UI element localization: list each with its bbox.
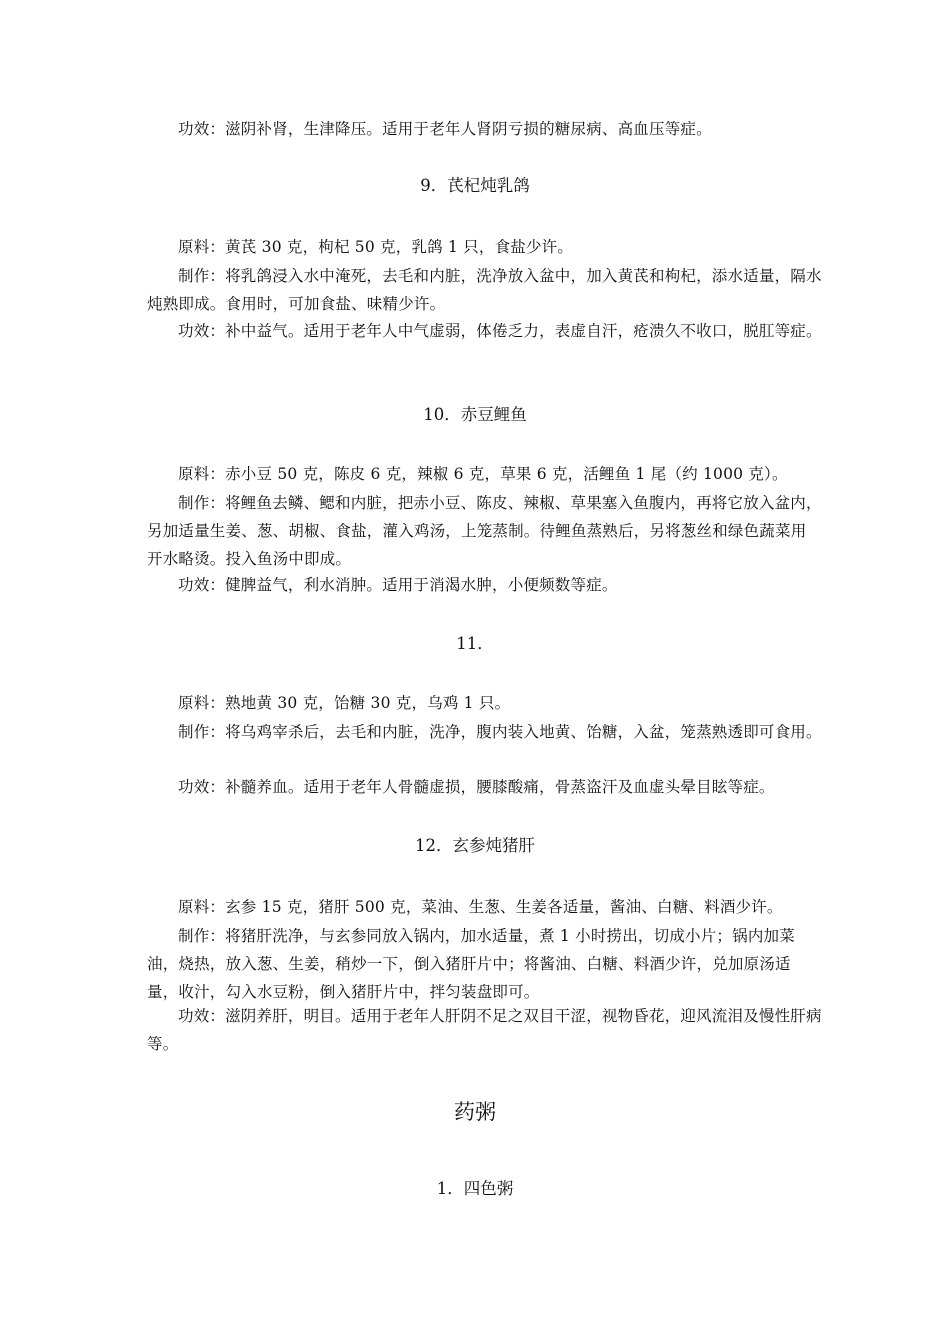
ingredients-paragraph: 原料：赤小豆 50 克，陈皮 6 克，辣椒 6 克，草果 6 克，活鲤鱼 1 尾（约 1000 克）。 (178, 465, 788, 483)
preparation-paragraph: 制作：将乳鸽浸入水中淹死，去毛和内脏，洗净放入盆中，加入黄芪和枸杞，添水适量，隔水炖熟即成。食用时，可加食盐、味精少许。 (147, 267, 822, 313)
ingredients-paragraph: 原料：玄参 15 克，猪肝 500 克，菜油、生葱、生姜各适量，酱油、白糖、料酒少许。 (178, 898, 783, 916)
recipe-heading: 9．芪杞炖乳鸽 (420, 176, 530, 195)
efficacy-paragraph: 功效：滋阴养肝，明目。适用于老年人肝阴不足之双目干涩，视物昏花，迎风流泪及慢性肝病等。 (147, 1007, 822, 1053)
preparation-paragraph: 制作：将乌鸡宰杀后，去毛和内脏，洗净，腹内装入地黄、饴糖，入盆，笼蒸熟透即可食用。 (178, 723, 822, 741)
preparation-paragraph: 制作：将鲤鱼去鳞、鳃和内脏，把赤小豆、陈皮、辣椒、草果塞入鱼腹内，再将它放入盆内，另加适量生姜、葱、胡椒、食盐，灌入鸡汤，上笼蒸制。待鲤鱼蒸熟后，另将葱丝和绿色蔬菜用开水略烫。投入鱼汤中即成。 (147, 494, 822, 568)
recipe-heading: 12．玄参炖猪肝 (415, 836, 535, 855)
ingredients-paragraph: 原料：熟地黄 30 克，饴糖 30 克，乌鸡 1 只。 (178, 694, 511, 712)
efficacy-paragraph: 功效：补中益气。适用于老年人中气虚弱，体倦乏力，表虚自汗，疮溃久不收口，脱肛等症。 (178, 322, 822, 340)
ingredients-paragraph: 原料：黄芪 30 克，枸杞 50 克，乳鸽 1 只，食盐少许。 (178, 238, 574, 256)
efficacy-paragraph: 功效：健脾益气，利水消肿。适用于消渴水肿，小便频数等症。 (178, 576, 618, 594)
recipe-heading: 11． (456, 634, 494, 653)
recipe-heading: 1．四色粥 (436, 1179, 514, 1198)
recipe-heading: 10．赤豆鲤鱼 (423, 405, 527, 424)
efficacy-paragraph: 功效：补髓养血。适用于老年人骨髓虚损，腰膝酸痛，骨蒸盗汗及血虚头晕目眩等症。 (178, 778, 775, 796)
section-heading: 药粥 (454, 1100, 496, 1124)
preparation-paragraph: 制作：将猪肝洗净，与玄参同放入锅内，加水适量，煮 1 小时捞出，切成小片；锅内加菜油，烧热，放入葱、生姜，稍炒一下，倒入猪肝片中；将酱油、白糖、料酒少许，兑加原汤适量，收汁，勾入水豆粉，倒入猪肝片中，拌匀装盘即可。 (147, 927, 795, 1001)
efficacy-paragraph: 功效：滋阴补肾，生津降压。适用于老年人肾阴亏损的糖尿病、高血压等症。 (178, 120, 712, 138)
